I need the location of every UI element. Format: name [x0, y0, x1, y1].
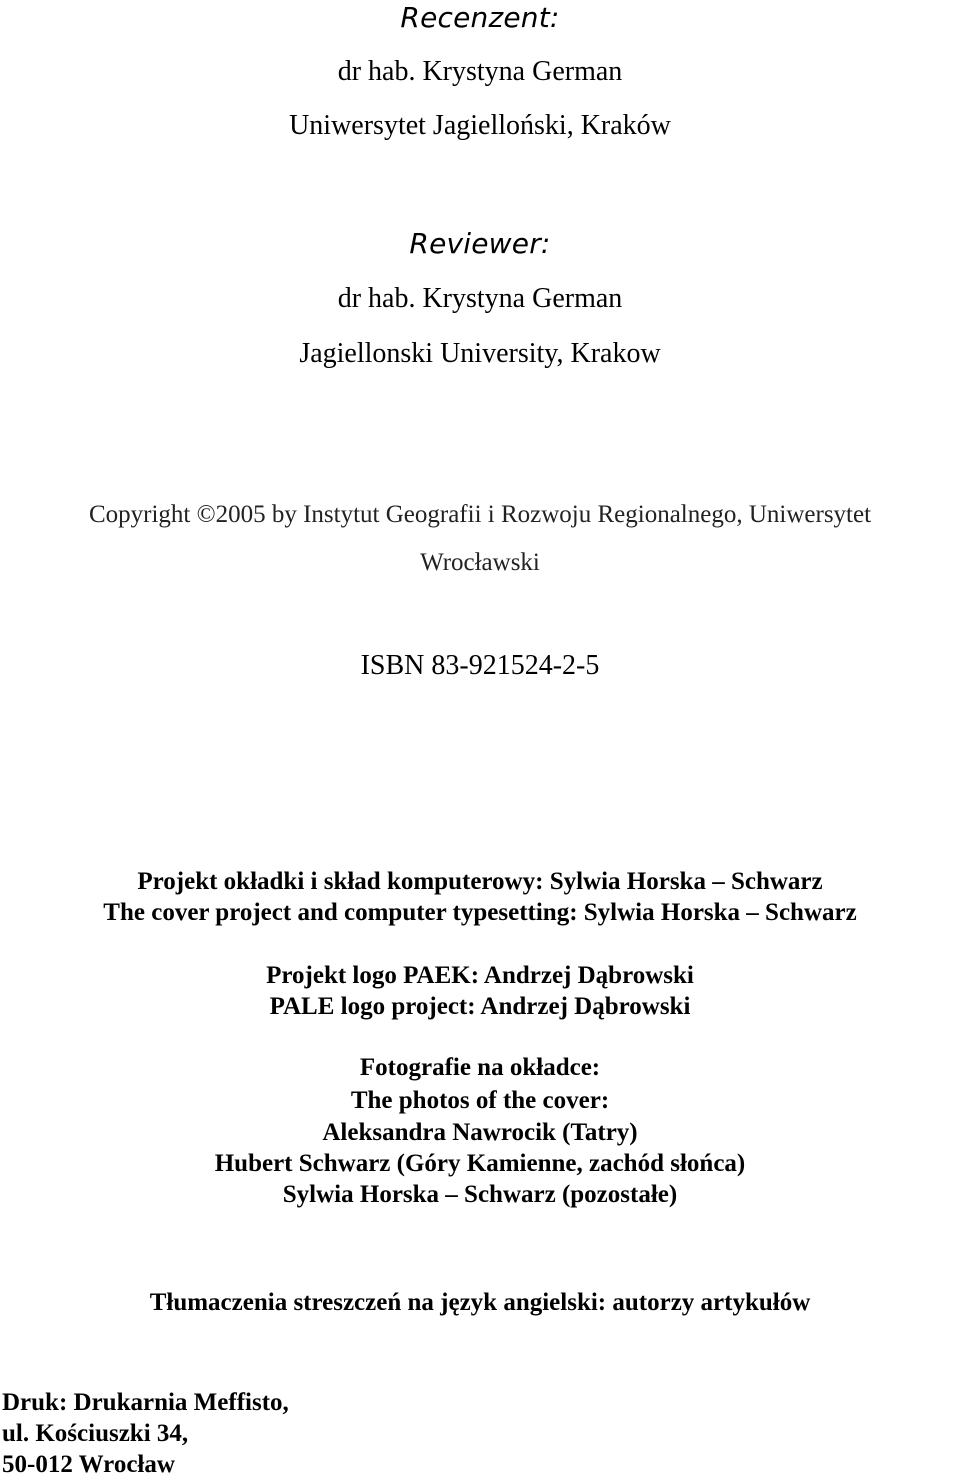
- reviewer-pl-affiliation: Uniwersytet Jagielloński, Kraków: [289, 110, 671, 141]
- logo-design-pl: Projekt logo PAEK: Andrzej Dąbrowski: [266, 962, 694, 989]
- printer-city: 50-012 Wrocław: [2, 1451, 175, 1478]
- photo-credit: Sylwia Horska – Schwarz (pozostałe): [282, 1181, 678, 1208]
- cover-design-pl: Projekt okładki i skład komputerowy: Sylwia Horska – Schwarz: [137, 868, 823, 895]
- photos-heading-pl: Fotografie na okładce:: [359, 1054, 601, 1081]
- isbn: ISBN 83-921524-2-5: [360, 650, 600, 681]
- translation-note: Tłumaczenia streszczeń na język angielski: autorzy artykułów: [149, 1289, 811, 1316]
- photos-heading-en: The photos of the cover:: [350, 1087, 610, 1114]
- printer-name: Druk: Drukarnia Meffisto,: [2, 1389, 289, 1416]
- photo-credit: Aleksandra Nawrocik (Tatry): [322, 1119, 638, 1146]
- photo-credit: Hubert Schwarz (Góry Kamienne, zachód słońca): [214, 1150, 746, 1177]
- reviewer-en-name: dr hab. Krystyna German: [337, 283, 623, 314]
- copyright-line-2: Wrocławski: [420, 549, 540, 576]
- cover-design-en: The cover project and computer typesetting: Sylwia Horska – Schwarz: [103, 899, 857, 926]
- logo-design-en: PALE logo project: Andrzej Dąbrowski: [269, 993, 691, 1020]
- reviewer-pl-name: dr hab. Krystyna German: [337, 56, 623, 87]
- reviewer-en-affiliation: Jagiellonski University, Krakow: [299, 338, 661, 369]
- copyright-line-1: Copyright ©2005 by Instytut Geografii i Rozwoju Regionalnego, Uniwersytet: [88, 501, 872, 528]
- reviewer-en-heading: Reviewer:: [409, 227, 551, 260]
- reviewer-pl-heading: Recenzent:: [400, 1, 560, 34]
- printer-street: ul. Kościuszki 34,: [2, 1420, 189, 1447]
